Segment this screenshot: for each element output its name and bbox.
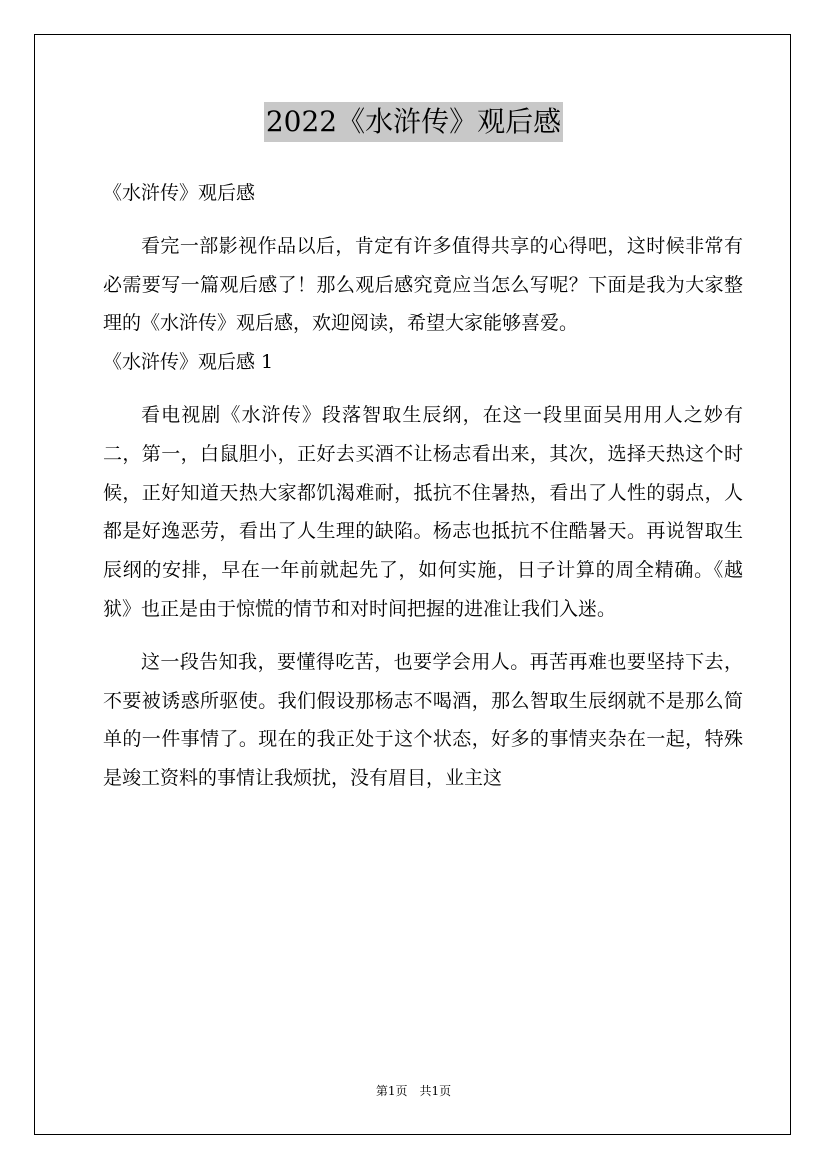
title-container	[0, 102, 827, 142]
body-paragraph-1: 看电视剧《水浒传》段落智取生辰纲，在这一段里面吴用用人之妙有二，第一，白鼠胆小，正好去买酒不让杨志看出来，其次，选择天热这个时候，正好知道天热大家都饥渴难耐，抵抗不住暑热，看出了人性的弱点，人都是好逸恶劳，看出了人生理的缺陷。杨志也抵抗不住酷暑天。再说智取生辰纲的安排，早在一年前就起先了，如何实施，日子计算的周全精确。《越狱》也正是由于惊慌的情节和对时间把握的进准让我们入迷。	[103, 403, 743, 620]
intro-paragraph: 看完一部影视作品以后，肯定有许多值得共享的心得吧，这时候非常有必需要写一篇观后感了！那么观后感究竟应当怎么写呢？下面是我为大家整理的《水浒传》观后感，欢迎阅读，希望大家能够喜爱。	[103, 234, 743, 335]
page-number-total: 共1页	[419, 1084, 452, 1098]
body-paragraph-2: 这一段告知我，要懂得吃苦，也要学会用人。再苦再难也要坚持下去，不要被诱惑所驱使。我们假设那杨志不喝酒，那么智取生辰纲就不是那么简单的一件事情了。现在的我正处于这个状态，好多的事情夹杂在一起，特殊是竣工资料的事情让我烦扰，没有眉目，业主这	[103, 650, 743, 790]
document-body	[103, 174, 743, 798]
section-heading-2: 《水浒传》观后感 1	[103, 351, 274, 374]
section-heading-1: 《水浒传》观后感	[103, 182, 256, 204]
page-number-current: 第1页	[375, 1084, 408, 1098]
page-footer	[0, 1083, 827, 1099]
document-title: 2022《水浒传》观后感	[264, 102, 563, 142]
